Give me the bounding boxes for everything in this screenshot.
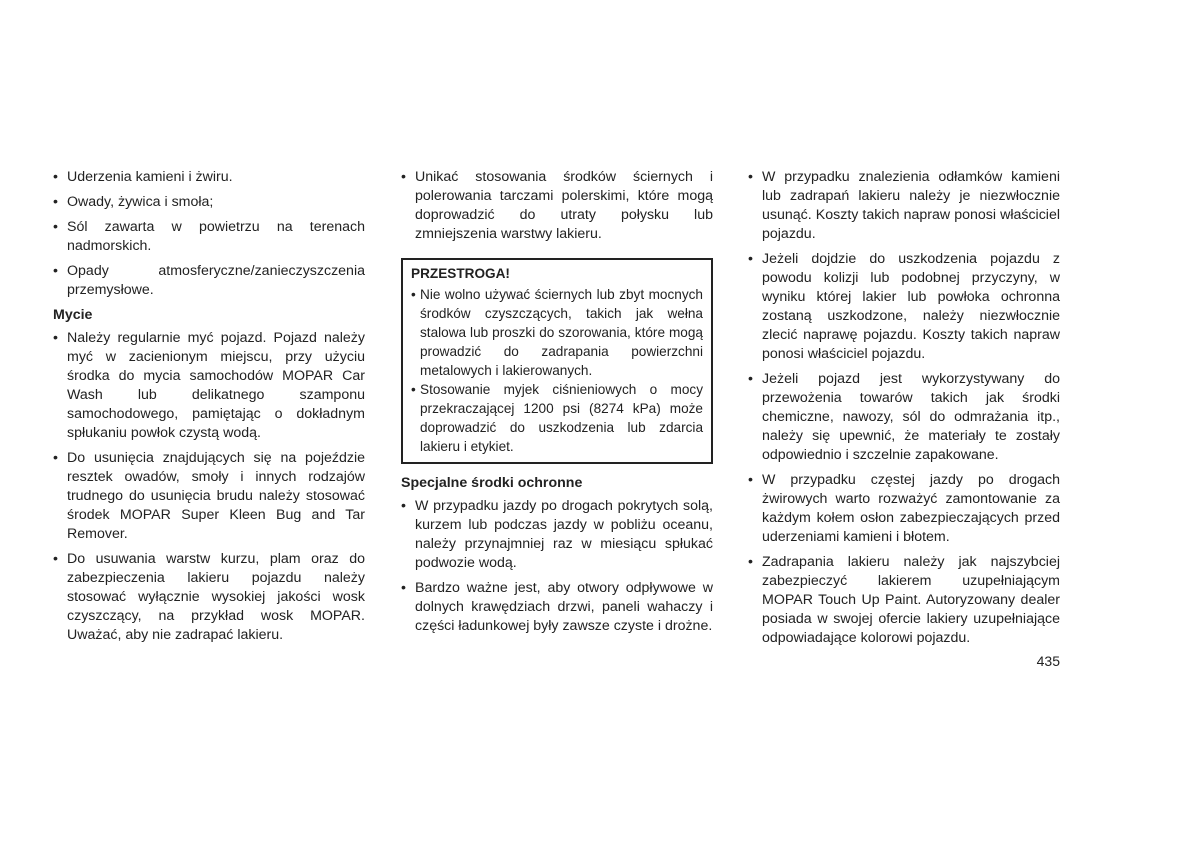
list-item: • Uderzenia kamieni i żwiru. — [53, 168, 365, 187]
section-heading-mycie: Mycie — [53, 307, 93, 323]
list-item: • W przypadku jazdy po drogach pokrytych solą, kurzem lub podczas jazdy w pobliżu oceanu, należy przynajmniej raz w miesiącu spłukać podwozie wodą. — [401, 497, 713, 573]
column-3 — [748, 168, 1060, 654]
list-item: • Do usuwania warstw kurzu, plam oraz do zabezpieczenia lakieru pojazdu należy stosować wyłącznie wysokiej jakości wosk czyszczący, na przykład wosk MOPAR. Uważać, aby nie zadrapać lakieru. — [53, 550, 365, 645]
special-protection-list — [401, 497, 713, 636]
list-item: • Należy regularnie myć pojazd. Pojazd należy myć w zacienionym miejscu, przy użyciu środka do mycia samochodów MOPAR Car Wash lub delikatnego szamponu samochodowego, pamiętając o dokładnym spłukaniu powłok czystą wodą. — [53, 329, 365, 443]
list-item: • W przypadku częstej jazdy po drogach żwirowych warto rozważyć zamontowanie za każdym kołem osłon zabezpieczających przed uderzeniami kamieni i błotem. — [748, 471, 1060, 547]
list-item: • W przypadku znalezienia odłamków kamieni lub zadrapań lakieru należy je niezwłocznie usunąć. Koszty takich napraw ponosi właściciel pojazdu. — [748, 168, 1060, 244]
list-item: • Jeżeli pojazd jest wykorzystywany do przewożenia towarów takich jak środki chemiczne, nawozy, sól do odmrażania itp., należy się upewnić, że materiały te zostały odpowiednio i szczelnie zapakowane. — [748, 370, 1060, 465]
polishing-list — [401, 168, 713, 244]
damage-causes-list — [53, 168, 365, 300]
caution-title: PRZESTROGA! — [411, 266, 510, 281]
repair-list — [748, 168, 1060, 648]
column-2 — [401, 168, 713, 642]
list-item: • Unikać stosowania środków ściernych i polerowania tarczami polerskimi, które mogą doprowadzić do utraty połysku lub zmniejszenia warstwy lakieru. — [401, 168, 713, 244]
section-heading-special-protection: Specjalne środki ochronne — [401, 475, 583, 491]
column-1 — [53, 168, 365, 651]
caution-list — [411, 285, 703, 456]
caution-box — [401, 258, 713, 464]
list-item: • Jeżeli dojdzie do uszkodzenia pojazdu z powodu kolizji lub podobnej przyczyny, w wyniku której lakier lub powłoka ochronna zostaną uszkodzone, należy niezwłocznie zlecić naprawę pojazdu. Koszty takich napraw ponosi właściciel pojazdu. — [748, 250, 1060, 364]
list-item: • Bardzo ważne jest, aby otwory odpływowe w dolnych krawędziach drzwi, paneli wahaczy i części ładunkowej były zawsze czyste i drożne. — [401, 579, 713, 636]
list-item: • Zadrapania lakieru należy jak najszybciej zabezpieczyć lakierem uzupełniającym MOPAR Touch Up Paint. Autoryzowany dealer posiada w swojej ofercie lakiery uzupełniające odpowiadające kolorowi pojazdu. — [748, 553, 1060, 648]
page-number: 435 — [1036, 653, 1060, 669]
caution-item: • Nie wolno używać ściernych lub zbyt mocnych środków czyszczących, takich jak wełna stalowa lub proszki do szorowania, które mogą prowadzić do zadrapania powierzchni metalowych i lakierowanych. — [411, 285, 703, 380]
washing-list — [53, 329, 365, 645]
list-item: • Do usunięcia znajdujących się na pojeździe resztek owadów, smoły i innych rodzajów trudnego do usunięcia brudu należy stosować środek MOPAR Super Kleen Bug and Tar Remover. — [53, 449, 365, 544]
list-item: • Opady atmosferyczne/zanieczyszczenia przemysłowe. — [53, 262, 365, 300]
list-item: • Sól zawarta w powietrzu na terenach nadmorskich. — [53, 218, 365, 256]
caution-item: • Stosowanie myjek ciśnieniowych o mocy przekraczającej 1200 psi (8274 kPa) może doprowadzić do uszkodzenia lub zdarcia lakieru i etykiet. — [411, 380, 703, 456]
list-item: • Owady, żywica i smoła; — [53, 193, 365, 212]
